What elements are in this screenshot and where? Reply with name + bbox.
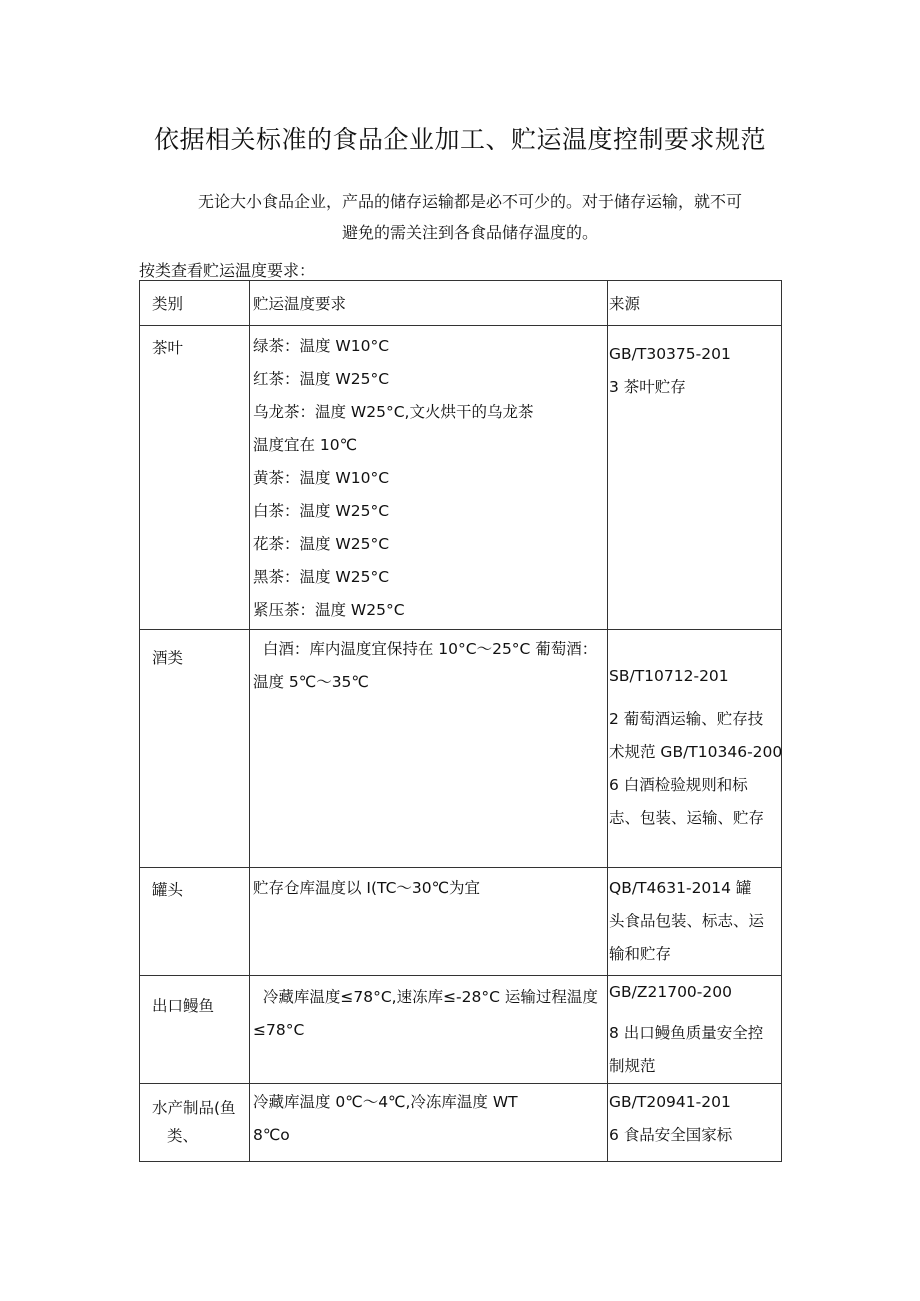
table-row bbox=[140, 630, 782, 868]
requirement-line: 温度 5℃～35℃ bbox=[253, 673, 369, 691]
category-cell bbox=[140, 1084, 250, 1162]
intro-line-2: 避免的需关注到各食品储存温度的。 bbox=[341, 223, 598, 242]
source-line: GB/T20941-201 bbox=[609, 1093, 731, 1111]
requirement-line: 黄茶：温度 W10°C bbox=[253, 469, 390, 487]
requirements-cell bbox=[250, 326, 608, 630]
source-line: 术规范 GB/T10346-200 bbox=[609, 743, 783, 761]
requirement-line: 8℃o bbox=[253, 1126, 290, 1144]
intro-paragraph bbox=[160, 186, 780, 248]
intro-line-1: 无论大小食品企业，产品的储存运输都是必不可少的。对于储存运输，就不可 bbox=[197, 192, 742, 211]
source-line: 头食品包装、标志、运 bbox=[609, 912, 765, 930]
source-line: QB/T4631-2014 罐 bbox=[609, 879, 752, 897]
source-line: 输和贮存 bbox=[609, 945, 672, 963]
table-caption: 按类查看贮运温度要求： bbox=[139, 261, 316, 280]
requirement-line: 绿茶：温度 W10°C bbox=[253, 337, 390, 355]
category-cell: 茶叶 bbox=[140, 326, 250, 630]
requirement-line: 白茶：温度 W25°C bbox=[253, 502, 390, 520]
source-line: GB/T30375-201 bbox=[609, 345, 731, 363]
document-title: 依据相关标准的食品企业加工、贮运温度控制要求规范 bbox=[153, 125, 766, 154]
requirement-line: 温度宜在 10℃ bbox=[253, 436, 358, 454]
requirements-cell bbox=[250, 630, 608, 868]
requirements-cell bbox=[250, 868, 608, 976]
header-source: 来源 bbox=[608, 281, 782, 326]
requirement-line: 紧压茶：温度 W25°C bbox=[253, 601, 405, 619]
source-cell bbox=[608, 868, 782, 976]
source-line: 6 白酒检验规则和标 bbox=[609, 776, 748, 794]
source-line: 3 茶叶贮存 bbox=[609, 378, 686, 396]
source-line: 志、包装、运输、贮存 bbox=[609, 809, 765, 827]
source-line: 8 出口鳗鱼质量安全控 bbox=[609, 1024, 764, 1042]
requirement-line: ≤78°C bbox=[253, 1021, 305, 1039]
source-cell bbox=[608, 630, 782, 868]
source-cell bbox=[608, 326, 782, 630]
category-cell: 酒类 bbox=[140, 630, 250, 868]
requirement-line: 冷藏库温度≤78°C,速冻库≤-28°C 运输过程温度 bbox=[253, 988, 598, 1006]
source-line: SB/T10712-201 bbox=[609, 667, 729, 685]
table-row bbox=[140, 326, 782, 630]
category-line: 水产制品(鱼 bbox=[152, 1099, 236, 1117]
requirement-line: 贮存仓库温度以 I(TC～30℃为宜 bbox=[253, 879, 481, 897]
table-row bbox=[140, 976, 782, 1084]
requirement-line: 黑茶：温度 W25°C bbox=[253, 568, 390, 586]
source-line: GB/Z21700-200 bbox=[609, 983, 732, 1001]
category-line: 类、 bbox=[167, 1127, 199, 1145]
source-line: 制规范 bbox=[609, 1057, 656, 1075]
requirements-cell bbox=[250, 976, 608, 1084]
source-line: 6 食品安全国家标 bbox=[609, 1126, 733, 1144]
requirement-line: 冷藏库温度 0℃～4℃,冷冻库温度 WT bbox=[253, 1093, 518, 1111]
requirement-line: 乌龙茶：温度 W25°C,文火烘干的乌龙茶 bbox=[253, 403, 534, 421]
requirement-line: 红茶：温度 W25°C bbox=[253, 370, 390, 388]
header-category: 类别 bbox=[140, 281, 250, 326]
table-row bbox=[140, 1084, 782, 1162]
category-cell: 罐头 bbox=[140, 868, 250, 976]
header-requirements: 贮运温度要求 bbox=[250, 281, 608, 326]
source-cell bbox=[608, 1084, 782, 1162]
requirements-cell bbox=[250, 1084, 608, 1162]
table-row bbox=[140, 868, 782, 976]
storage-temperature-table bbox=[139, 280, 782, 1162]
category-cell: 出口鳗鱼 bbox=[140, 976, 250, 1084]
requirement-line: 花茶：温度 W25°C bbox=[253, 535, 390, 553]
source-line: 2 葡萄酒运输、贮存技 bbox=[609, 710, 764, 728]
requirement-line: 白酒：库内温度宜保持在 10°C～25°C 葡萄酒： bbox=[253, 640, 598, 658]
source-cell bbox=[608, 976, 782, 1084]
table-header-row bbox=[140, 281, 782, 326]
